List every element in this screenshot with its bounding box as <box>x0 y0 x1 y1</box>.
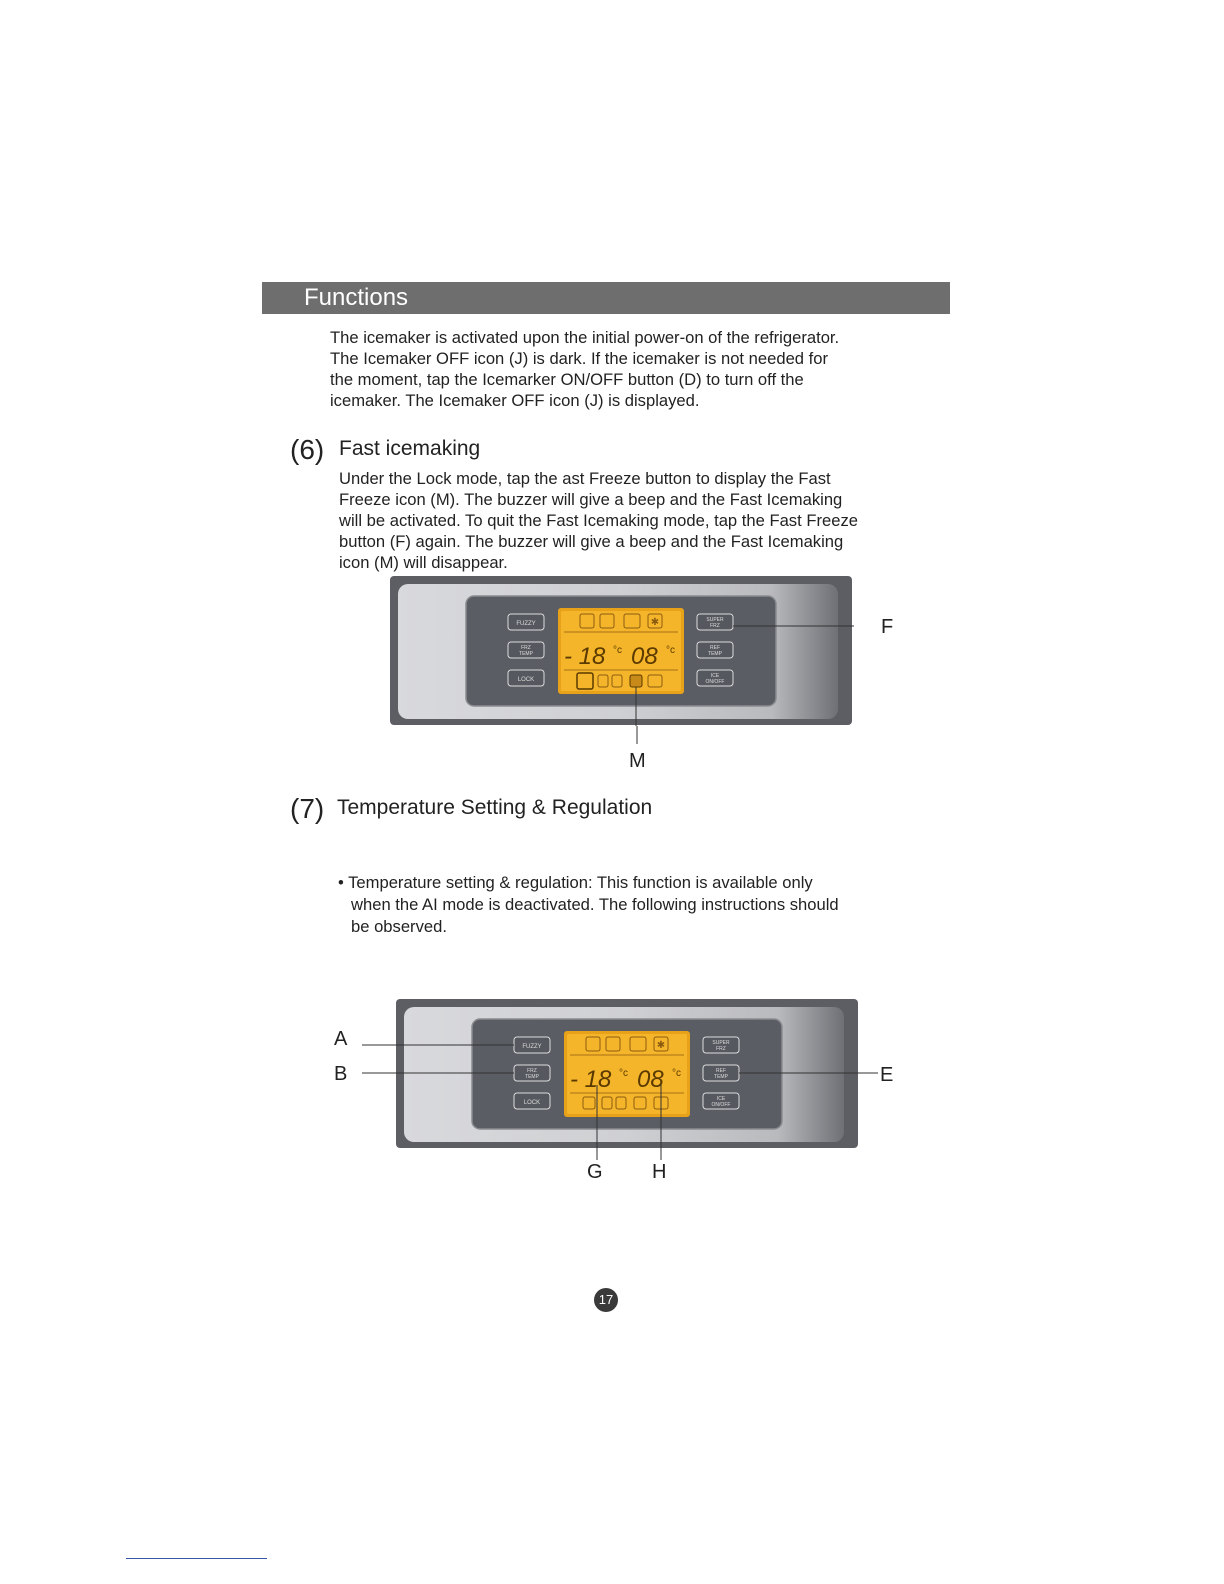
callout-a: A <box>334 1028 348 1050</box>
callout-e: E <box>880 1064 894 1086</box>
ice-label-2: ON/OFF <box>711 1102 731 1108</box>
intro-paragraph <box>330 327 839 411</box>
section6-line: button (F) again. The buzzer will give a beep and the Fast Icemaking <box>339 532 844 551</box>
control-panel-illustration-2 <box>396 999 860 1149</box>
section7-number: (7) <box>290 793 325 824</box>
section6-line: will be activated. To quit the Fast Icemaking mode, tap the Fast Freeze <box>339 511 858 530</box>
section6-line: Freeze icon (M). The buzzer will give a beep and the Fast Icemaking <box>339 490 843 509</box>
super-frz-label-2: FRZ <box>716 1046 726 1052</box>
callout-f: F <box>881 616 894 638</box>
section6-title: Fast icemaking <box>339 437 481 460</box>
page-number: 17 <box>594 1288 618 1312</box>
frz-temp-label-1: FRZ <box>527 1068 537 1074</box>
fridge-temp-readout: 08 <box>637 1066 664 1093</box>
fuzzy-label: FUZZY <box>522 1044 542 1050</box>
intro-line: The Icemaker OFF icon (J) is dark. If the icemaker is not needed for <box>330 349 828 368</box>
section6-line: Under the Lock mode, tap the ast Freeze button to display the Fast <box>339 469 831 488</box>
fridge-temp-readout: 08 <box>631 643 658 670</box>
fridge-unit: °c <box>666 645 675 656</box>
fast-freeze-icon <box>630 675 642 687</box>
super-frz-label-1: SUPER <box>706 617 724 623</box>
callout-h: H <box>652 1161 667 1183</box>
ref-temp-label-1: REF <box>716 1068 726 1074</box>
frz-temp-label-2: TEMP <box>519 651 533 657</box>
ref-temp-label-1: REF <box>710 645 720 651</box>
snowflake-glyph: ✱ <box>656 1040 666 1051</box>
fuzzy-label: FUZZY <box>516 621 536 627</box>
lock-label: LOCK <box>523 1100 541 1106</box>
ice-label-1: ICE <box>710 673 720 679</box>
callout-line-m-extension <box>636 726 638 744</box>
lock-label: LOCK <box>517 677 535 683</box>
callout-b: B <box>334 1063 348 1085</box>
section7-bullet-line: • Temperature setting & regulation: This function is available only <box>338 873 813 892</box>
section6-line: icon (M) will disappear. <box>339 553 508 572</box>
header-title: Functions <box>304 284 409 311</box>
section7-bullet <box>338 872 839 938</box>
freezer-unit: °c <box>619 1068 628 1079</box>
section6-paragraph <box>339 468 858 573</box>
intro-line: the moment, tap the Icemarker ON/OFF button (D) to turn off the <box>330 370 804 389</box>
callout-g: G <box>587 1161 603 1183</box>
section7-title: Temperature Setting & Regulation <box>337 796 653 819</box>
control-panel-illustration-1 <box>390 576 854 726</box>
ref-temp-label-2: TEMP <box>708 651 722 657</box>
super-frz-label-1: SUPER <box>712 1040 730 1046</box>
frz-temp-label-1: FRZ <box>521 645 531 651</box>
freezer-unit: °c <box>613 645 622 656</box>
intro-line: icemaker. The Icemaker OFF icon (J) is displayed. <box>330 391 700 410</box>
snowflake-glyph: ✱ <box>650 617 660 628</box>
section7-bullet-line: be observed. <box>351 917 447 936</box>
fridge-unit: °c <box>672 1068 681 1079</box>
callout-m: M <box>629 750 646 772</box>
ice-label-1: ICE <box>716 1096 726 1102</box>
footer-rule <box>126 1558 267 1559</box>
callout-line-gh-extension <box>596 1148 666 1160</box>
section7-bullet-line: when the AI mode is deactivated. The following instructions should <box>351 895 839 914</box>
freezer-temp-readout: - 18 <box>564 643 606 670</box>
intro-line: The icemaker is activated upon the initial power-on of the refrigerator. <box>330 328 840 347</box>
section-header <box>262 282 950 314</box>
ref-temp-label-2: TEMP <box>714 1074 728 1080</box>
frz-temp-label-2: TEMP <box>525 1074 539 1080</box>
section6-number: (6) <box>290 434 325 465</box>
callout-line-ab-extension <box>362 1044 398 1076</box>
ice-label-2: ON/OFF <box>705 679 725 685</box>
freezer-temp-readout: - 18 <box>570 1066 612 1093</box>
callout-line-e-extension <box>858 1072 878 1076</box>
super-frz-label-2: FRZ <box>710 623 720 629</box>
